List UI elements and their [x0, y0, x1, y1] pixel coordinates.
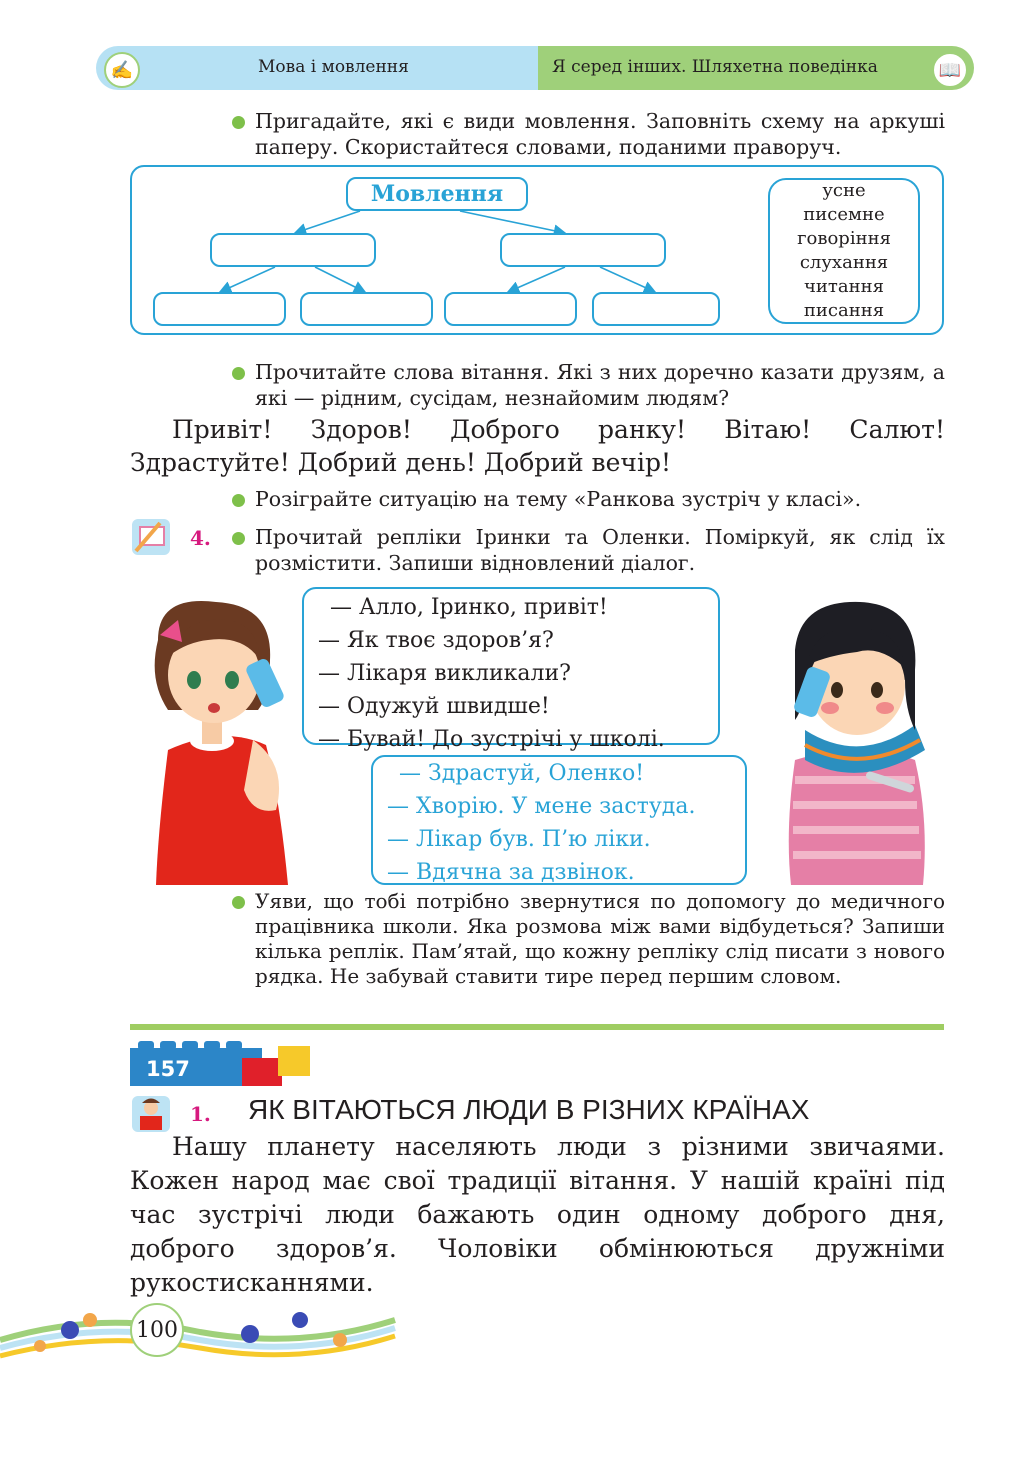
bullet: [232, 532, 245, 545]
word: усне: [822, 180, 866, 201]
page-number: 100: [130, 1303, 184, 1357]
word: слухання: [799, 252, 889, 273]
word: читання: [804, 276, 884, 297]
diagram-empty-box[interactable]: [153, 292, 286, 326]
header-right-title: Я серед інших. Шляхетна поведінка: [552, 57, 878, 77]
task5-text: Уяви, що тобі потрібно звернутися по допомогу до медичного працівника школи. Яка розмова між вами відбудеться? Запиши кілька реплік. Пам’ятай, що кожну репліку слід писати з нового рядка. Не забувай ставити тире перед першим словом.: [255, 889, 945, 988]
word: писемне: [803, 204, 885, 225]
arrow: [220, 267, 275, 292]
dialog-line: — Здрастуй, Оленко!: [399, 761, 645, 786]
section1-number: 1.: [190, 1102, 211, 1126]
dialog-line: — Лікаря викликали?: [318, 661, 571, 686]
girl-irynka-illustration: [148, 600, 298, 885]
diagram-empty-box[interactable]: [500, 233, 666, 267]
writing-task-icon: [130, 515, 174, 559]
dialog-box-left: [302, 587, 720, 752]
dialog-line: — Лікар був. П’ю ліки.: [387, 827, 651, 852]
diagram-empty-box[interactable]: [210, 233, 376, 267]
dialog-line: — Як твоє здоров’я?: [318, 628, 554, 653]
arrow: [315, 267, 365, 292]
diagram-empty-box[interactable]: [592, 292, 720, 326]
dialog-line: — Бувай! До зустрічі у школі.: [318, 727, 665, 752]
section-divider: [130, 1024, 944, 1030]
task3-text: Розіграйте ситуацію на тему «Ранкова зустріч у класі».: [255, 487, 862, 511]
arrow: [460, 211, 565, 233]
pen-icon: ✍: [104, 52, 140, 88]
section1-title: ЯК ВІТАЮТЬСЯ ЛЮДИ В РІЗНИХ КРАЇНАХ: [248, 1094, 810, 1125]
floral-ornament: [0, 1290, 400, 1370]
bullet: [232, 367, 245, 380]
word-bank: [768, 178, 920, 324]
header-left-title: Мова і мовлення: [258, 57, 409, 77]
book-icon: 📖: [932, 52, 968, 88]
word: писання: [803, 300, 885, 321]
dialog-line: — Алло, Іринко, привіт!: [330, 595, 608, 620]
task2-text: Прочитайте слова вітання. Які з них доречно казати друзям, а які — рідним, сусідам, незнайомим людям?: [255, 360, 945, 410]
bullet: [232, 494, 245, 507]
lesson-number: 157: [146, 1057, 190, 1081]
dialog-line: — Одужуй швидше!: [318, 694, 550, 719]
dialog-line: — Хворію. У мене застуда.: [387, 794, 696, 819]
task4-text: Прочитай репліки Іринки та Оленки. Поміркуй, як слід їх розмістити. Запиши відновлений діалог.: [255, 525, 945, 575]
bullet: [232, 896, 245, 909]
greetings-text: Привіт! Здоров! Доброго ранку! Вітаю! Салют! Здрастуйте! Добрий день! Добрий вечір!: [130, 415, 945, 477]
diagram-root: Мовлення: [346, 177, 528, 211]
task4-number: 4.: [190, 526, 211, 550]
diagram-empty-box[interactable]: [444, 292, 577, 326]
diagram-empty-box[interactable]: [300, 292, 433, 326]
section1-text: Нашу планету населяють люди з різними звичаями. Кожен народ має свої традиції вітання. У нашій країні під час зустрічі люди бажають один одному доброго дня, доброго здоров’я. Чоловіки обмінюються дружніми рукостисканнями.: [130, 1132, 945, 1297]
arrow: [295, 211, 360, 233]
arrow: [600, 267, 655, 292]
girl-olenka-illustration: [765, 600, 945, 885]
arrow: [508, 267, 565, 292]
dialog-line: — Вдячна за дзвінок.: [387, 860, 635, 885]
task1-text: Пригадайте, які є види мовлення. Заповніть схему на аркуші паперу. Скористайтеся словами, поданими праворуч.: [255, 109, 945, 159]
bullet: [232, 116, 245, 129]
dialog-box-right: [371, 755, 747, 885]
word: говоріння: [797, 228, 891, 249]
